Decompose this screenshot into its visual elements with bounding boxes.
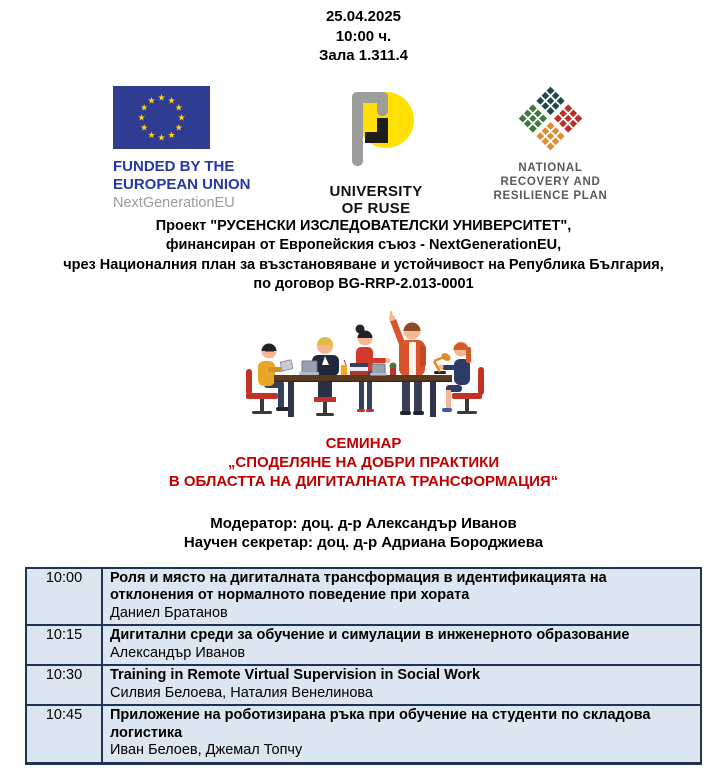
event-date: 25.04.2025 <box>325 8 402 25</box>
university-logo <box>317 86 435 217</box>
session-cell <box>102 568 701 626</box>
university-line2: OF RUSE <box>341 199 411 217</box>
eu-funded-line2: EUROPEAN UNION <box>113 175 251 193</box>
session-speakers: Даниел Братанов <box>110 604 228 621</box>
illustration-wrap <box>0 305 727 425</box>
svg-text:★: ★ <box>167 130 176 141</box>
meeting-illustration <box>238 305 490 420</box>
svg-text:★: ★ <box>147 130 156 141</box>
session-title: Дигитални среди за обучение и симулации в инженерното образование <box>110 627 630 643</box>
moderators <box>0 514 727 552</box>
svg-text:★: ★ <box>157 133 166 144</box>
session-speakers: Силвия Белоева, Наталия Венелинова <box>110 684 373 701</box>
nrrp-line3: RESILIENCE PLAN <box>493 189 608 202</box>
svg-text:★: ★ <box>140 123 149 134</box>
svg-text:★: ★ <box>140 103 149 114</box>
session-cell <box>102 705 701 763</box>
session-title: Роля и място на дигиталната трансформация в идентификацията на отклонения от нормалното поведение при хората <box>110 569 607 603</box>
project-line3: чрез Националния план за възстановяване и устойчивост на Република България, <box>63 256 664 273</box>
project-line1: Проект "РУСЕНСКИ ИЗСЛЕДОВАТЕЛСКИ УНИВЕРСИТЕТ", <box>155 217 572 234</box>
secretary-line: Научен секретар: доц. д-р Адриана Бороджиева <box>183 533 544 551</box>
logos-row <box>0 86 727 217</box>
nextgeneu-label: NextGenerationEU <box>113 194 235 211</box>
university-of-ruse-icon <box>324 86 428 178</box>
session-time: 10:30 <box>26 665 102 705</box>
eu-flag-icon <box>113 86 210 149</box>
table-row <box>26 568 701 626</box>
university-name <box>317 183 435 217</box>
svg-text:★: ★ <box>174 103 183 114</box>
svg-text:★: ★ <box>167 95 176 106</box>
eu-funded-line1: FUNDED BY THE <box>113 157 235 175</box>
eu-funding-text <box>113 158 265 212</box>
project-line2: финансиран от Европейския съюз - NextGenerationEU, <box>165 237 562 253</box>
svg-text:★: ★ <box>157 93 166 104</box>
event-room: Зала 1.311.4 <box>319 47 408 64</box>
session-title: Приложение на роботизирана ръка при обучение на студенти по складова логистика <box>110 707 651 741</box>
schedule-table <box>25 567 702 765</box>
nrrp-logo <box>487 86 614 203</box>
session-cell <box>102 625 701 665</box>
svg-text:★: ★ <box>177 113 186 124</box>
eu-funding-logo <box>113 86 265 212</box>
session-title: Training in Remote Virtual Supervision in Social Work <box>110 667 481 683</box>
nrrp-line2: RECOVERY AND <box>500 175 601 188</box>
table-row <box>26 705 701 763</box>
svg-text:★: ★ <box>137 113 146 124</box>
session-time: 10:45 <box>26 705 102 763</box>
nrrp-line1: NATIONAL <box>518 161 583 174</box>
project-line4: по договор BG-RRP-2.013-0001 <box>253 276 474 292</box>
svg-text:★: ★ <box>174 123 183 134</box>
seminar-title-line1: „СПОДЕЛЯНЕ НА ДОБРИ ПРАКТИКИ <box>227 453 500 471</box>
university-line1: UNIVERSITY <box>329 182 423 200</box>
svg-text:★: ★ <box>147 95 156 106</box>
event-time: 10:00 ч. <box>335 27 392 45</box>
table-row <box>26 665 701 705</box>
session-speakers: Александър Иванов <box>110 644 246 661</box>
project-description <box>0 217 727 295</box>
event-header <box>0 0 727 66</box>
session-time: 10:15 <box>26 625 102 665</box>
table-row <box>26 625 701 665</box>
seminar-label: СЕМИНАР <box>325 434 402 452</box>
session-time: 10:00 <box>26 568 102 626</box>
session-speakers: Иван Белоев, Джемал Топчу <box>110 742 303 758</box>
seminar-title <box>0 434 727 491</box>
session-cell <box>102 665 701 705</box>
nrrp-mosaic-icon <box>487 86 614 151</box>
nrrp-name <box>487 161 614 203</box>
moderator-line: Модератор: доц. д-р Александър Иванов <box>210 514 517 532</box>
seminar-title-line2: В ОБЛАСТТА НА ДИГИТАЛНАТА ТРАНСФОРМАЦИЯ“ <box>168 472 559 490</box>
